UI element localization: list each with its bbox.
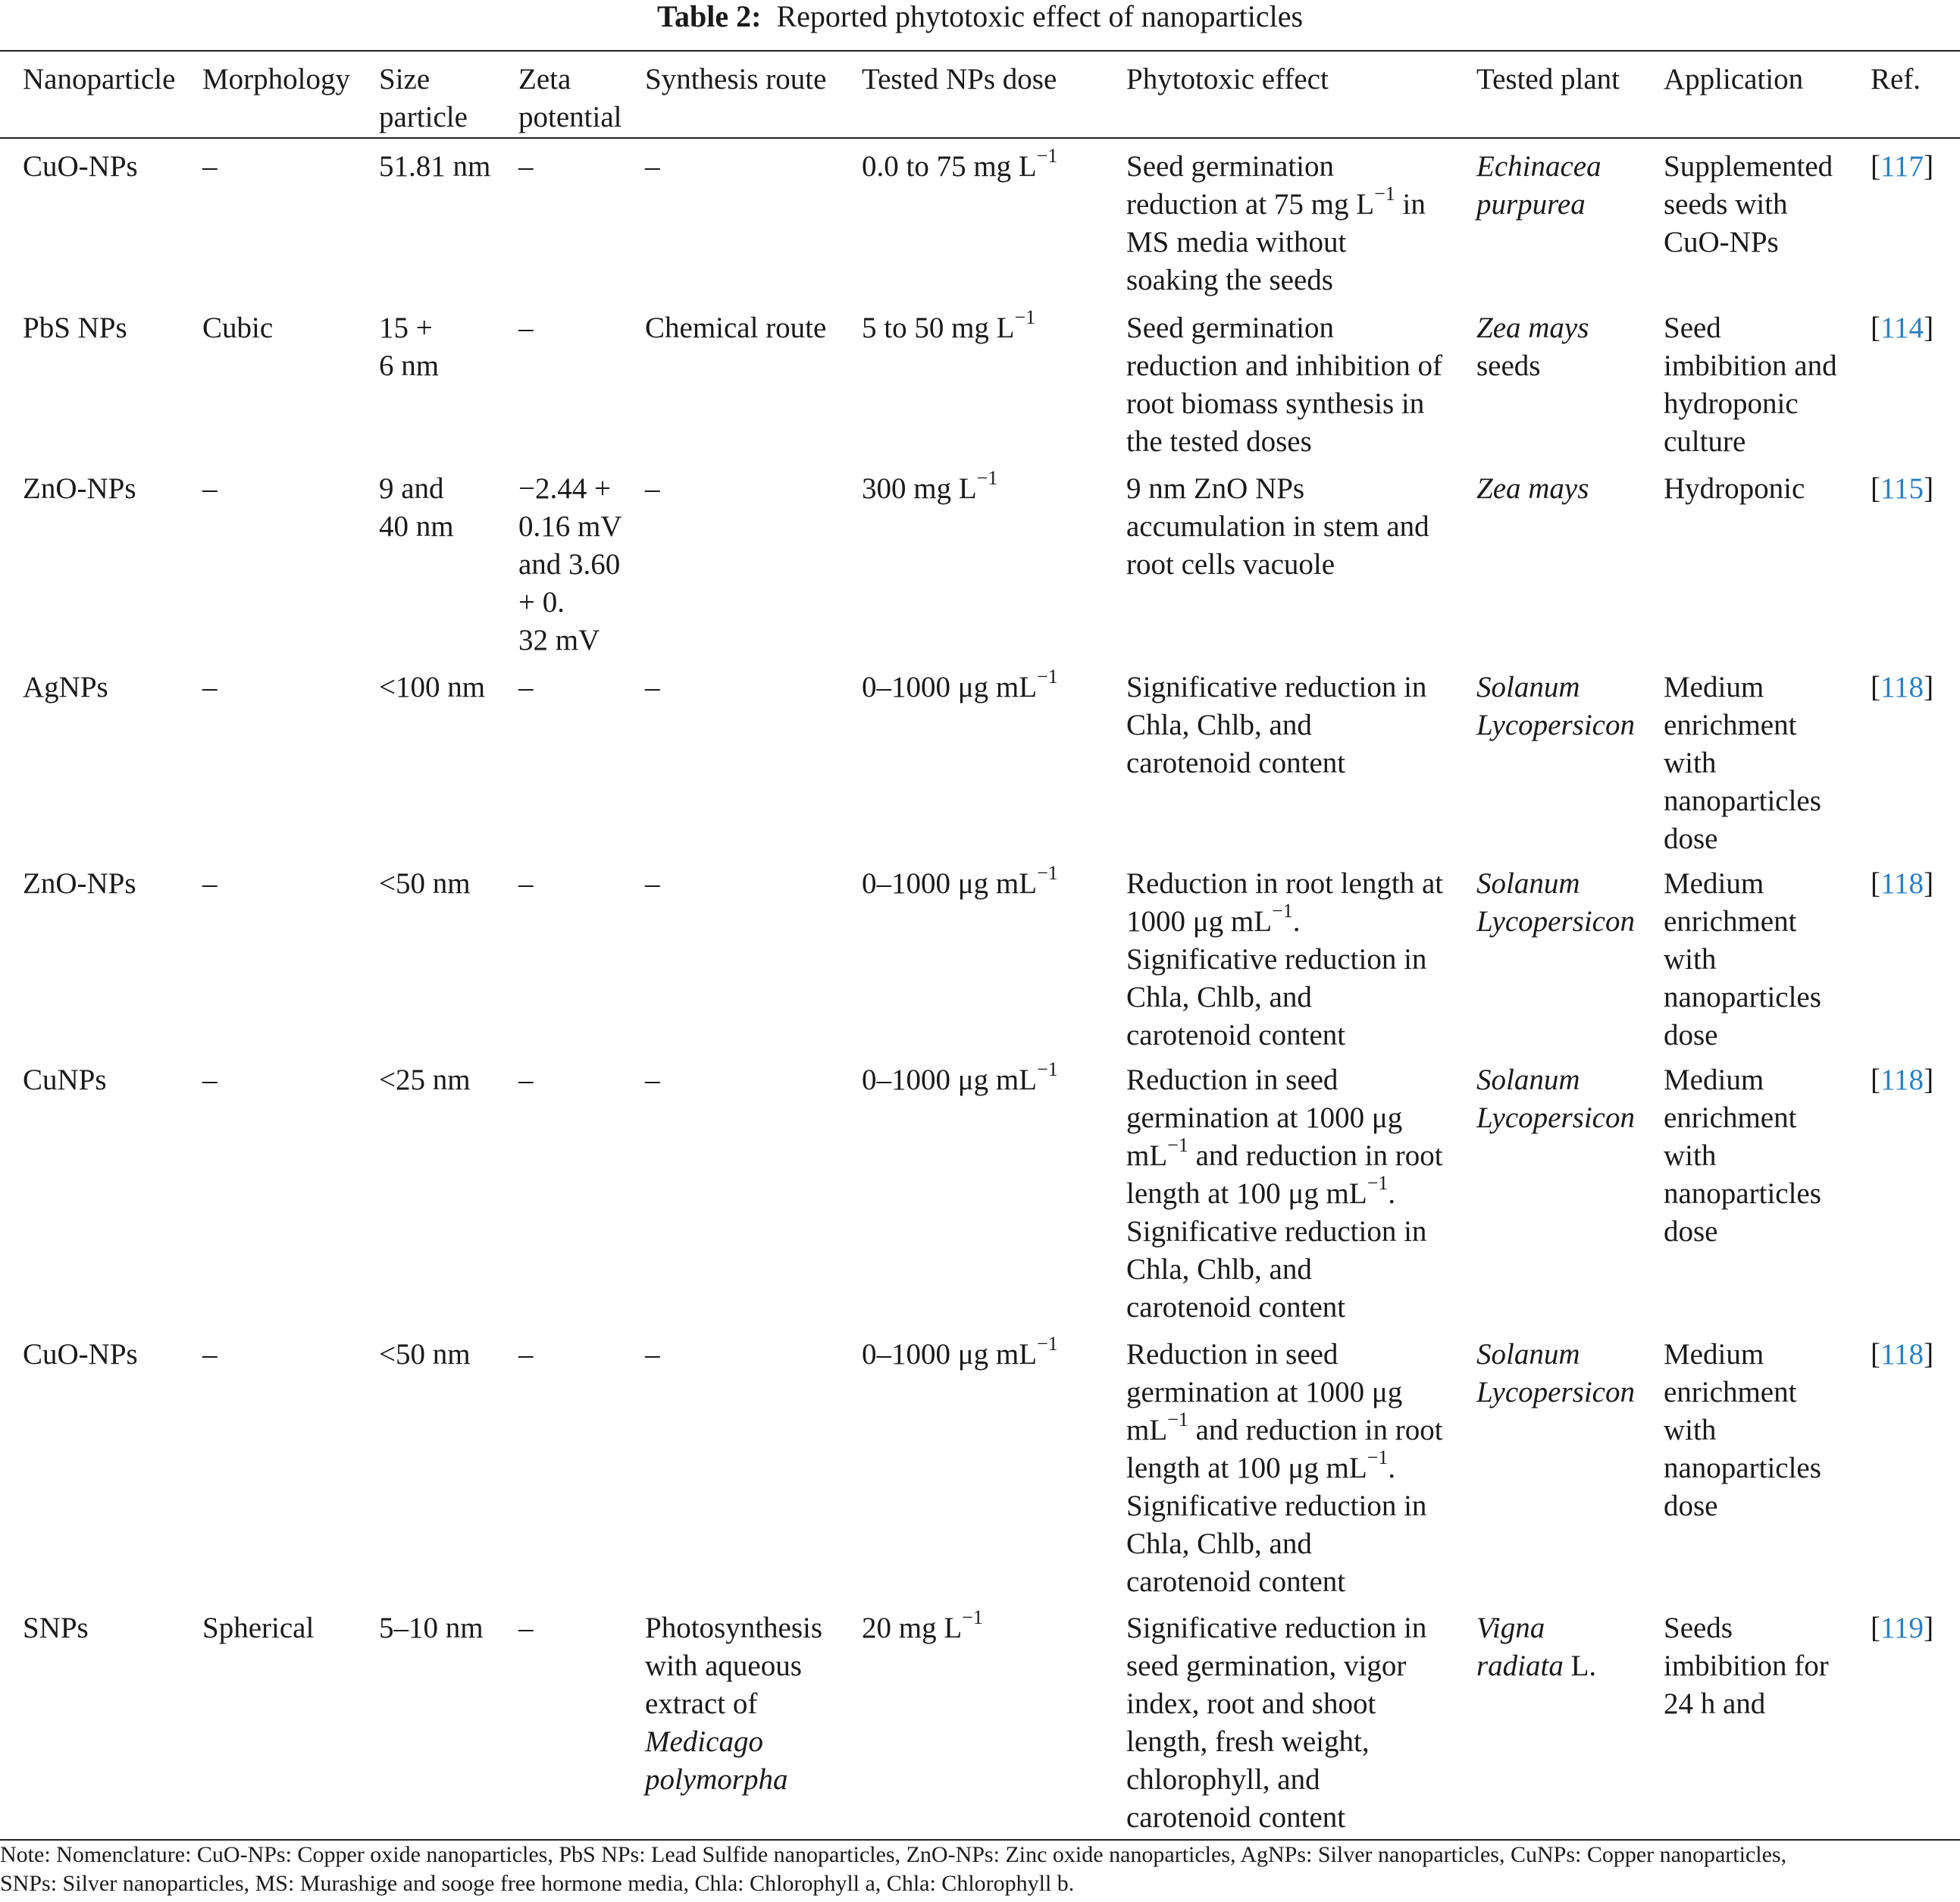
header-nanoparticle: Nanoparticle <box>23 63 176 96</box>
cell-nanoparticle: CuO-NPs <box>23 1338 138 1371</box>
cell-effect: 9 nm ZnO NPs accumulation in stem and root cells vacuole <box>1126 472 1429 581</box>
cell-nanoparticle: CuNPs <box>23 1064 107 1096</box>
header-morphology: Morphology <box>202 63 350 96</box>
cell-size: 15 + 6 nm <box>379 312 440 382</box>
cell-plant: Solanum Lycopersicon <box>1476 1338 1635 1408</box>
table-label: Table 2: <box>656 0 762 33</box>
cell-synthesis: – <box>645 671 660 703</box>
cell-application: Hydroponic <box>1664 472 1805 505</box>
cell-application: Medium enrichment with nanoparticles dose <box>1664 867 1821 1051</box>
ref-link[interactable]: 118 <box>1880 1064 1924 1096</box>
cell-ref: [118] <box>1871 867 1934 900</box>
ref-link[interactable]: 118 <box>1880 1338 1924 1371</box>
cell-plant: Solanum Lycopersicon <box>1476 1064 1635 1134</box>
cell-zeta: – <box>518 671 534 703</box>
header-application: Application <box>1664 63 1804 96</box>
cell-effect: Seed germination reduction at 75 mg $L^{-1}$ in MS media without soaking the seeds <box>1126 150 1426 296</box>
header-zeta: Zeta potential <box>518 63 622 133</box>
cell-ref: [118] <box>1871 1064 1934 1096</box>
cell-synthesis: – <box>645 867 660 900</box>
cell-morphology: Spherical <box>202 1612 315 1644</box>
cell-size: 5–10 nm <box>379 1612 484 1644</box>
cell-nanoparticle: ZnO-NPs <box>23 472 136 505</box>
cell-morphology: Cubic <box>202 312 274 344</box>
cell-ref: [114] <box>1871 312 1934 344</box>
cell-plant: Solanum Lycopersicon <box>1476 671 1635 741</box>
header-size: Size particle <box>379 63 468 133</box>
cell-application: Seeds imbibition for 24 h and <box>1664 1612 1829 1720</box>
cell-application: Seed imbibition and hydroponic culture <box>1664 312 1837 458</box>
ref-link[interactable]: 115 <box>1880 472 1924 505</box>
header-synthesis: Synthesis route <box>645 63 827 96</box>
table-caption <box>0 0 1960 33</box>
cell-morphology: – <box>202 1338 218 1371</box>
cell-size: <100 nm <box>379 671 486 703</box>
cell-plant: Vigna radiata L. <box>1476 1612 1597 1682</box>
ref-link[interactable]: 118 <box>1880 671 1924 703</box>
cell-synthesis: – <box>645 150 660 183</box>
cell-dose: 0–1000 μg $mL^{-1}$ <box>862 862 1058 900</box>
cell-dose: 5 to 50 mg $L^{-1}$ <box>862 306 1036 344</box>
cell-ref: [119] <box>1871 1612 1934 1644</box>
cell-nanoparticle: CuO-NPs <box>23 150 138 183</box>
cell-synthesis: – <box>645 472 660 505</box>
cell-size: <50 nm <box>379 1338 471 1371</box>
cell-zeta: – <box>518 867 534 900</box>
cell-application: Medium enrichment with nanoparticles dose <box>1664 1338 1821 1522</box>
note-line-1: Note: Nomenclature: CuO-NPs: Copper oxide nanoparticles, PbS NPs: Lead Sulfide nanoparticles, ZnO-NPs: Zinc oxide nanoparticles, AgNPs: Silver nanoparticles, CuNPs: Copper nanoparticles, <box>0 1842 1787 1867</box>
cell-nanoparticle: ZnO-NPs <box>23 867 136 900</box>
cell-size: 51.81 nm <box>379 150 491 183</box>
cell-size: <25 nm <box>379 1064 471 1096</box>
cell-ref: [115] <box>1871 472 1934 505</box>
header-dose: Tested NPs dose <box>862 63 1057 96</box>
cell-nanoparticle: SNPs <box>23 1612 89 1644</box>
cell-dose: 300 mg $L^{-1}$ <box>862 467 998 505</box>
cell-morphology: – <box>202 150 218 183</box>
cell-zeta: – <box>518 1064 534 1096</box>
ref-link[interactable]: 117 <box>1880 150 1924 183</box>
cell-ref: [117] <box>1871 150 1934 183</box>
ref-link[interactable]: 119 <box>1880 1612 1924 1644</box>
cell-synthesis: Chemical route <box>645 312 827 344</box>
header-rule <box>0 137 1960 139</box>
cell-effect: Reduction in seed germination at 1000 μg $mL^{-1}$ and reduction in root length at 100 μg $mL^{-1}$. Significative reduction in Chla, Chlb, and carotenoid content <box>1126 1338 1443 1598</box>
cell-morphology: – <box>202 867 218 900</box>
header-effect: Phytotoxic effect <box>1126 63 1329 96</box>
cell-plant: Zea mays <box>1476 472 1589 505</box>
ref-link[interactable]: 114 <box>1880 312 1924 344</box>
top-rule <box>0 50 1960 52</box>
cell-morphology: – <box>202 472 218 505</box>
cell-zeta: – <box>518 312 534 344</box>
cell-effect: Significative reduction in seed germination, vigor index, root and shoot length, fresh weight, chlorophyll, and carotenoid content <box>1126 1612 1427 1834</box>
cell-effect: Reduction in seed germination at 1000 μg $mL^{-1}$ and reduction in root length at 100 μg $mL^{-1}$. Significative reduction in Chla, Chlb, and carotenoid content <box>1126 1064 1443 1324</box>
cell-dose: 0–1000 μg $mL^{-1}$ <box>862 1058 1058 1096</box>
header-ref: Ref. <box>1871 63 1921 96</box>
table-note <box>0 1841 1960 1898</box>
cell-size: 9 and 40 nm <box>379 472 454 543</box>
cell-zeta: – <box>518 1612 534 1644</box>
cell-application: Medium enrichment with nanoparticles dose <box>1664 671 1821 855</box>
cell-nanoparticle: AgNPs <box>23 671 108 703</box>
cell-zeta: – <box>518 150 534 183</box>
cell-application: Supplemented seeds with CuO-NPs <box>1664 150 1833 259</box>
cell-ref: [118] <box>1871 1338 1934 1371</box>
cell-synthesis: – <box>645 1064 660 1096</box>
cell-morphology: – <box>202 1064 218 1096</box>
table-title: Reported phytotoxic effect of nanoparticles <box>776 0 1304 33</box>
cell-synthesis: – <box>645 1338 660 1371</box>
cell-application: Medium enrichment with nanoparticles dose <box>1664 1064 1821 1248</box>
cell-dose: 0.0 to 75 mg $L^{-1}$ <box>862 145 1058 183</box>
cell-size: <50 nm <box>379 867 471 900</box>
cell-dose: 0–1000 μg $mL^{-1}$ <box>862 1333 1058 1371</box>
cell-effect: Reduction in root length at 1000 μg $mL^{-1}$. Significative reduction in Chla, Chlb, and carotenoid content <box>1126 867 1444 1051</box>
cell-plant: Echinacea purpurea <box>1476 150 1602 221</box>
cell-morphology: – <box>202 671 218 703</box>
cell-zeta: −2.44 + 0.16 mV and 3.60 + 0. 32 mV <box>518 472 622 656</box>
cell-zeta: – <box>518 1338 534 1371</box>
cell-ref: [118] <box>1871 671 1934 703</box>
cell-synthesis: Photosynthesis with aqueous extract of Medicago polymorpha <box>645 1612 823 1796</box>
cell-plant: Zea mays seeds <box>1476 312 1589 382</box>
header-plant: Tested plant <box>1476 63 1620 96</box>
cell-dose: 20 mg $L^{-1}$ <box>862 1606 983 1644</box>
cell-plant: Solanum Lycopersicon <box>1476 867 1635 938</box>
cell-dose: 0–1000 μg $mL^{-1}$ <box>862 666 1058 703</box>
cell-nanoparticle: PbS NPs <box>23 312 127 344</box>
cell-effect: Significative reduction in Chla, Chlb, and carotenoid content <box>1126 671 1427 779</box>
cell-effect: Seed germination reduction and inhibition of root biomass synthesis in the tested doses <box>1126 312 1443 458</box>
note-line-2: SNPs: Silver nanoparticles, MS: Murashige and sooge free hormone media, Chla: Chlorophyll a, Chla: Chlorophyll b. <box>0 1871 1075 1896</box>
ref-link[interactable]: 118 <box>1880 867 1924 900</box>
